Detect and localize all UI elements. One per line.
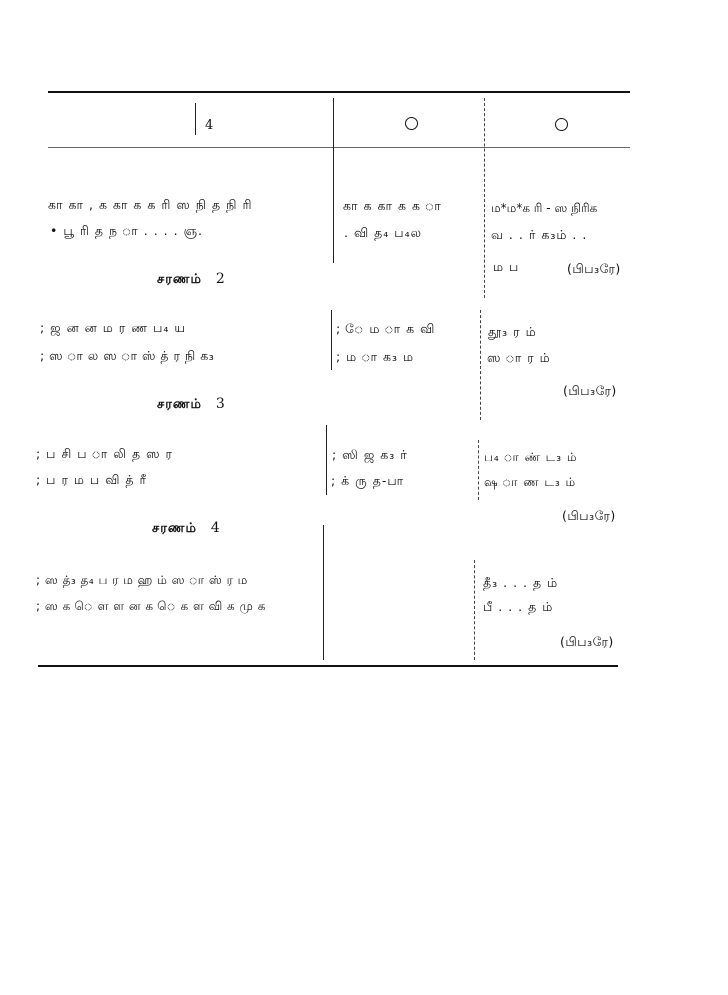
column-divider-2 (484, 98, 485, 298)
bottom-rule (38, 665, 618, 667)
charanam3-heading: சரணம் 3 (157, 396, 226, 412)
charanam2-heading: சரணம் 2 (157, 271, 226, 287)
column-divider-1c (326, 425, 327, 495)
charanam4-row2-col3: பீ . . . த ம் (483, 599, 554, 614)
pallavi-row2-col1: • பூ ரி த ந ா . . . . ஞ. (50, 223, 203, 238)
charanam2-row2-col3: ஸ ா ர ம் (487, 350, 551, 365)
top-rule (48, 91, 630, 93)
column-divider-2c (478, 440, 479, 500)
charanam2-row2-col1: ; ஸ ா ல ஸ ா ஸ் த் ர நி க₃ (40, 348, 215, 363)
column-divider-2d (474, 560, 475, 660)
charanam2-ref: (பிப₃ரே) (563, 383, 617, 398)
pallavi-row1-col2: கா க கா க க ா (343, 198, 442, 213)
column-divider-1d (323, 525, 324, 660)
beat-number: 4 (205, 118, 215, 133)
circle-mark-2 (555, 118, 568, 131)
column-divider-2b (480, 310, 481, 420)
charanam4-row2-col1: ; ஸ க ெ ள ள ன க ெ க ள வி க மு க (36, 599, 266, 613)
charanam2-row1-col3: தூ₃ ர ம் (488, 324, 537, 339)
charanam2-row1-col1: ; ஜ ன ன ம ர ண ப₄ ய (40, 320, 187, 335)
charanam4-ref: (பிப₃ரே) (560, 634, 614, 649)
charanam4-row1-col1: ; ஸ த்₃ த₄ ப ர ம ஹ ம் ஸ ா ஸ் ர ம (36, 573, 248, 587)
pallavi-row2-col3: வ . . ர் க₃ம் . . (491, 227, 588, 242)
charanam3-ref: (பிப₃ரே) (562, 508, 616, 523)
charanam3-row2-col3: ஷ ா ண ட₃ ம் (484, 475, 577, 489)
charanam2-row2-col2: ; ம ா க₃ ம (336, 349, 415, 364)
beat-divider (195, 103, 196, 135)
pallavi-ref: (பிப₃ரே) (567, 261, 621, 276)
pallavi-row2-col2: . வி த₄ ப₄ல (344, 225, 422, 240)
charanam4-heading: சரணம் 4 (152, 520, 221, 536)
header-underline (48, 147, 630, 148)
charanam2-row1-col2: ; ே ம ா க வி (336, 321, 436, 336)
charanam3-row2-col2: ; க் ரு த-பா (331, 473, 405, 488)
column-divider-1b (331, 310, 332, 370)
circle-mark-1 (405, 117, 418, 130)
pallavi-row1-col1: கா கா , க கா க க ரி ஸ நி த நி ரி (48, 197, 253, 212)
charanam3-row1-col1: ; ப சி ப ா லி த ஸ ர (36, 446, 173, 461)
charanam4-row1-col3: தீ₃ . . . த ம் (483, 575, 559, 590)
pallavi-row1-col3: ம*ம*க ரி - ஸ நிரிக (491, 201, 598, 215)
column-divider-1 (333, 98, 334, 263)
charanam3-row1-col3: ப₄ ா ண் ட₃ ம் (484, 450, 578, 464)
pallavi-row3-col3-left: ம ப (493, 259, 520, 274)
charanam3-row2-col1: ; ப ர ம ப வி த் ரீ (36, 472, 147, 487)
charanam3-row1-col2: ; ஸி ஜ க₃ ர் (332, 447, 408, 462)
